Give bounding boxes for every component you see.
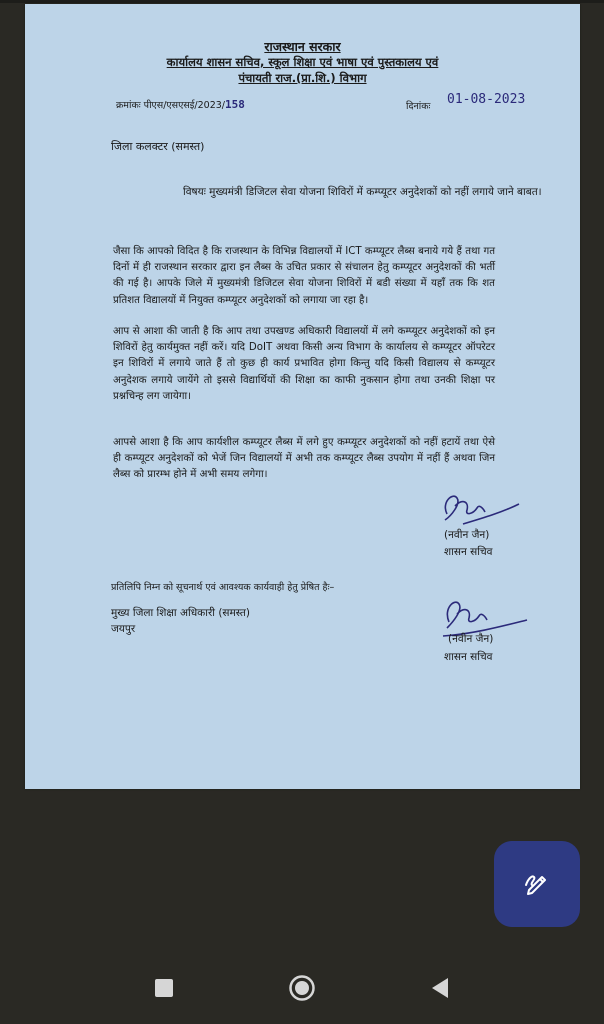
system-nav-bar	[0, 970, 604, 1010]
signature-2-name: (नवीन जैन)	[448, 633, 494, 645]
edit-fab-button[interactable]	[494, 841, 580, 927]
signature-1-name: (नवीन जैन)	[444, 529, 490, 541]
header-office: कार्यालय शासन सचिव, स्कूल शिक्षा एवं भाषा एवं पुस्तकालय एवं	[166, 55, 439, 69]
home-button[interactable]	[282, 970, 322, 1010]
recent-apps-button[interactable]	[144, 970, 184, 1010]
copy-recipient: मुख्य जिला शिक्षा अधिकारी (समस्त)	[111, 607, 250, 619]
subject: विषयः मुख्यमंत्री डिजिटल सेवा योजना शिविरों में कम्प्यूटर अनुदेशकों को नहीं लगाये जाने बाबत।	[183, 186, 542, 198]
recent-apps-icon	[154, 978, 174, 1002]
status-bar-strip	[0, 0, 604, 3]
back-icon	[430, 977, 450, 1003]
copy-line: प्रतिलिपि निम्न को सूचनार्थ एवं आवश्यक कार्यवाही हेतु प्रेषित हैः–	[111, 582, 335, 593]
back-button[interactable]	[420, 970, 460, 1010]
date-label: दिनांकः	[406, 101, 431, 112]
pen-edit-icon	[520, 865, 554, 903]
date-value: 01-08-2023	[447, 92, 526, 107]
header-government: राजस्थान सरकार	[264, 39, 341, 54]
addressee: जिला कलक्टर (समस्त)	[111, 140, 205, 153]
document-page[interactable]	[25, 4, 580, 789]
signature-1-title: शासन सचिव	[444, 546, 493, 558]
copy-recipient-city: जयपुर	[111, 623, 136, 635]
paragraph-3: आपसे आशा है कि आप कार्यशील कम्प्यूटर लैब्स में लगे हुए कम्प्यूटर अनुदेशकों को नहीं हटायें तथा ऐसे ही कम्प्यूटर अनुदेशकों को भेजें जिन विद्यालयों में अभी तक कम्प्यूटर लैब्स उपयोग में नहीं हैं अथवा जिन लैब्स को प्रारम्भ होने में अभी समय लगेगा।	[113, 437, 495, 481]
home-icon	[288, 974, 316, 1006]
paragraph-2: आप से आशा की जाती है कि आप तथा उपखण्ड अधिकारी विद्यालयों में लगे कम्प्यूटर अनुदेशकों को इन शिविरों हेतु कार्यमुक्त नहीं करें। यदि DoIT अथवा किसी अन्य विभाग के कार्यालय से कम्प्यूटर ऑपरेटर इन शिविरों में लगाये जाते हैं तो कुछ ही कार्य प्रभावित होगा किन्तु यदि किसी विद्यालय से कम्प्यूटर अनुदेशक लगाये जायेंगे तो इससे विद्यार्थियों की शिक्षा का काफी नुकसान होगा तथा उनकी शिक्षा पर प्रश्नचिन्ह लग जायेगा।	[113, 326, 495, 402]
signature-2-title: शासन सचिव	[444, 651, 493, 663]
header-department: पंचायती राज.(प्रा.शि.) विभाग	[238, 71, 367, 85]
signature-1-scribble	[433, 484, 523, 532]
reference-printed: क्रमांकः पीएस/एसएसई/2023/	[116, 100, 225, 111]
reference-number	[116, 98, 245, 111]
reference-handwritten: 158	[225, 98, 245, 111]
paragraph-1: जैसा कि आपको विदित है कि राजस्थान के विभिन्न विद्यालयों में ICT कम्प्यूटर लैब्स बनाये गये हैं तथा गत दिनों में ही राजस्थान सरकार द्वारा इन लैब्स के उचित प्रकार से संचालन हेतु कम्प्यूटर अनुदेशकों की भर्ती की गई है। आपके जिले में मुख्यमंत्री डिजिटल सेवा योजना शिविरों में बडी संख्या में यहाँ तक कि शत प्रतिशत विद्यालयों में नियुक्त कम्प्यूटर अनुदेशकों को लगाया जा रहा है।	[113, 246, 495, 306]
